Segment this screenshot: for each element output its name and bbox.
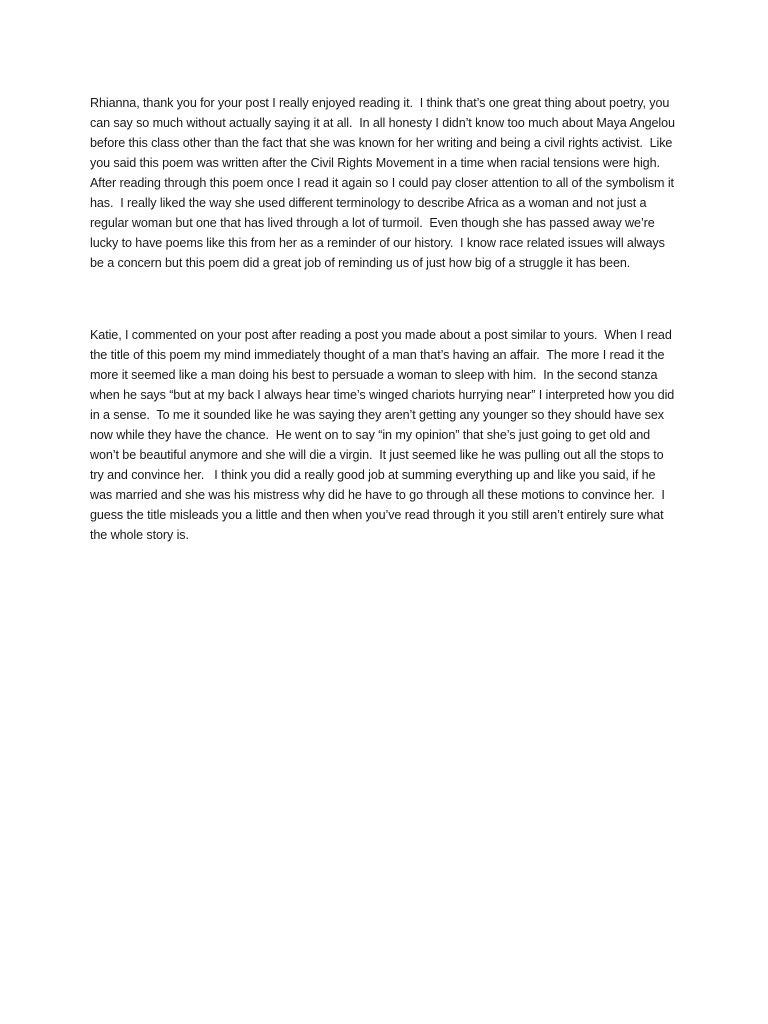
document-body (90, 93, 680, 545)
paragraph-reply-katie: Katie, I commented on your post after reading a post you made about a post similar to yours. When I read the title of this poem my mind immediately thought of a man that’s having an affair. The more I read it the more it seemed like a man doing his best to persuade a woman to sleep with him. In the second stanza when he says “but at my back I always hear time’s winged chariots hurrying near” I interpreted how you did in a sense. To me it sounded like he was saying they aren’t getting any younger so they should have sex now while they have the chance. He went on to say “in my opinion” that she’s just going to get old and won’t be beautiful anymore and she will die a virgin. It just seemed like he was pulling out all the stops to try and convince her. I think you did a really good job at summing everything up and like you said, if he was married and she was his mistress why did he have to go through all these motions to convince her. I guess the title misleads you a little and then when you’ve read through it you still aren’t entirely sure what the whole story is. (90, 328, 678, 542)
paragraph-reply-rhianna: Rhianna, thank you for your post I really enjoyed reading it. I think that’s one great thing about poetry, you can say so much without actually saying it at all. In all honesty I didn’t know too much about Maya Angelou before this class other than the fact that she was known for her writing and being a civil rights activist. Like you said this poem was written after the Civil Rights Movement in a time when racial tensions were high. After reading through this poem once I read it again so I could pay closer attention to all of the symbolism it has. I really liked the way she used different terminology to describe Africa as a woman and not just a regular woman but one that has lived through a lot of turmoil. Even though she has passed away we’re lucky to have poems like this from her as a reminder of our history. I know race related issues will always be a concern but this poem did a great job of reminding us of just how big of a struggle it has been. (90, 96, 679, 270)
paragraph-gap (90, 273, 680, 325)
